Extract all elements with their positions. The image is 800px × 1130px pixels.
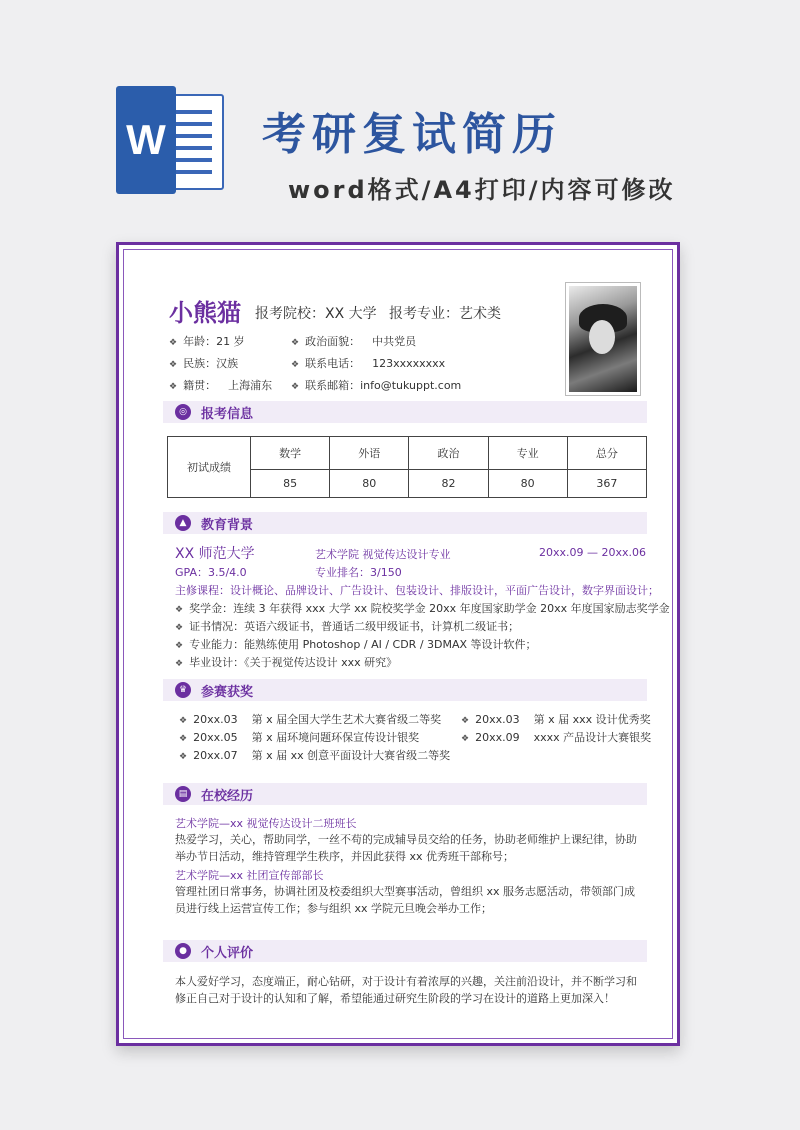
bullet-icon: ❖ bbox=[175, 659, 184, 669]
bullet-icon: ❖ bbox=[461, 734, 470, 744]
edu-dept: 艺术学院 视觉传达设计专业 bbox=[315, 548, 451, 561]
target-school: 报考院校：XX 大学 bbox=[255, 306, 377, 322]
score-header: 总分 bbox=[567, 437, 646, 470]
edu-bullet: ❖ 奖学金：连续 3 年获得 xxx 大学 xx 院校奖学金 20xx 年度国家助学金 20xx 年度国家励志奖学金 bbox=[175, 602, 670, 615]
award-item: ❖ 20xx.09 xxxx 产品设计大赛银奖 bbox=[461, 731, 652, 744]
target-major: 报考专业：艺术类 bbox=[389, 306, 501, 322]
bullet-icon: ❖ bbox=[169, 360, 178, 370]
bullet-icon: ❖ bbox=[179, 716, 188, 726]
award-item: ❖ 20xx.03 第 x 届全国大学生艺术大赛省级二等奖 bbox=[179, 713, 442, 726]
info-ethnic: ❖ 民族：汉族 bbox=[169, 357, 239, 370]
word-icon bbox=[116, 86, 224, 194]
target-icon: ◎ bbox=[175, 404, 191, 420]
edu-school: XX 师范大学 bbox=[175, 546, 255, 562]
score-value: 80 bbox=[488, 470, 567, 498]
edu-bullet: ❖ 证书情况：英语六级证书，普通话二级甲级证书，计算机二级证书； bbox=[175, 620, 520, 633]
trophy-icon: ♛ bbox=[175, 682, 191, 698]
section-awards: ♛ 参赛获奖 bbox=[163, 679, 647, 701]
bullet-icon: ❖ bbox=[291, 382, 300, 392]
campus-role: 艺术学院—xx 视觉传达设计二班班长 bbox=[175, 817, 357, 830]
score-value: 85 bbox=[251, 470, 330, 498]
score-header: 专业 bbox=[488, 437, 567, 470]
campus-desc: 管理社团日常事务，协调社团及校委组织大型赛事活动，曾组织 xx 服务志愿活动，带领部门成员进行线上运营宣传工作；参与组织 xx 学院元旦晚会举办工作； bbox=[175, 885, 636, 915]
award-item: ❖ 20xx.07 第 x 届 xx 创意平面设计大赛省级二等奖 bbox=[179, 749, 451, 762]
bullet-icon: ❖ bbox=[175, 623, 184, 633]
section-education: ▲ 教育背景 bbox=[163, 512, 647, 534]
chat-icon: ● bbox=[175, 943, 191, 959]
award-item: ❖ 20xx.05 第 x 届环境问题环保宣传设计银奖 bbox=[179, 731, 420, 744]
bullet-icon: ❖ bbox=[179, 752, 188, 762]
graduation-cap-icon: ▲ bbox=[175, 515, 191, 531]
resume-page bbox=[116, 242, 680, 1046]
section-apply-info: ◎ 报考信息 bbox=[163, 401, 647, 423]
bullet-icon: ❖ bbox=[461, 716, 470, 726]
applicant-name: 小熊猫 bbox=[169, 299, 241, 327]
evaluation-text: 本人爱好学习，态度端正，耐心钻研，对于设计有着浓厚的兴趣，关注前沿设计，并不断学习和修正自己对于设计的认知和了解，希望能通过研究生阶段的学习在设计的道路上更加深入！ bbox=[175, 975, 637, 1005]
info-political: ❖ 政治面貌： 中共党员 bbox=[291, 335, 417, 348]
bullet-icon: ❖ bbox=[175, 641, 184, 651]
campus-role: 艺术学院—xx 社团宣传部部长 bbox=[175, 869, 324, 882]
bullet-icon: ❖ bbox=[179, 734, 188, 744]
edu-bullet: ❖ 毕业设计：《关于视觉传达设计 xxx 研究》 bbox=[175, 656, 398, 669]
bullet-icon: ❖ bbox=[291, 338, 300, 348]
bullet-icon: ❖ bbox=[291, 360, 300, 370]
bullet-icon: ❖ bbox=[169, 382, 178, 392]
score-value: 80 bbox=[330, 470, 409, 498]
campus-desc: 热爱学习，关心，帮助同学，一丝不苟的完成辅导员交给的任务，协助老师维护上课纪律，协助举办节日活动，维持管理学生秩序，并因此获得 xx 优秀班干部称号； bbox=[175, 833, 637, 863]
edu-rank: 专业排名：3/150 bbox=[315, 566, 402, 579]
edu-period: 20xx.09 — 20xx.06 bbox=[539, 546, 647, 559]
info-origin: ❖ 籍贯： 上海浦东 bbox=[169, 379, 273, 392]
bullet-icon: ❖ bbox=[175, 605, 184, 615]
profile-photo bbox=[565, 282, 641, 396]
info-phone: ❖ 联系电话： 123xxxxxxxx bbox=[291, 357, 446, 370]
edu-courses: 主修课程：设计概论、品牌设计、广告设计、包装设计、排版设计，平面广告设计，数字界面设计； bbox=[175, 584, 659, 597]
edu-gpa: GPA：3.5/4.0 bbox=[175, 566, 247, 579]
notebook-icon: ▤ bbox=[175, 786, 191, 802]
bullet-icon: ❖ bbox=[169, 338, 178, 348]
score-table bbox=[167, 436, 647, 498]
score-value: 82 bbox=[409, 470, 488, 498]
score-row-label: 初试成绩 bbox=[168, 437, 251, 498]
info-email: ❖ 联系邮箱：info@tukuppt.com bbox=[291, 379, 462, 392]
score-header: 外语 bbox=[330, 437, 409, 470]
award-item: ❖ 20xx.03 第 x 届 xxx 设计优秀奖 bbox=[461, 713, 651, 726]
banner-subtitle: word格式/A4打印/内容可修改 bbox=[288, 176, 676, 204]
banner bbox=[0, 0, 800, 230]
score-header: 数学 bbox=[251, 437, 330, 470]
word-letter: W bbox=[116, 86, 176, 194]
score-header: 政治 bbox=[409, 437, 488, 470]
edu-bullet: ❖ 专业能力：能熟练使用 Photoshop / AI / CDR / 3DMAX 等设计软件； bbox=[175, 638, 537, 651]
info-age: ❖ 年龄：21 岁 bbox=[169, 335, 245, 348]
section-evaluation: ● 个人评价 bbox=[163, 940, 647, 962]
score-value: 367 bbox=[567, 470, 646, 498]
banner-title: 考研复试简历 bbox=[262, 109, 562, 160]
section-campus: ▤ 在校经历 bbox=[163, 783, 647, 805]
